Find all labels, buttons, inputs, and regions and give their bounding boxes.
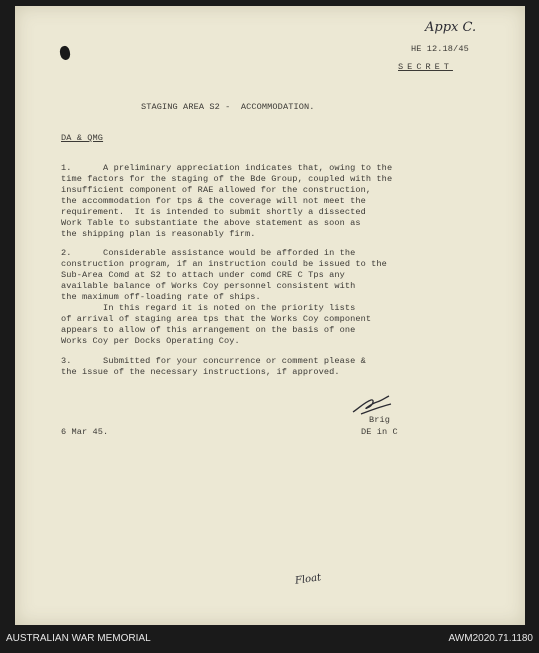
document-title: STAGING AREA S2 - ACCOMMODATION.: [141, 102, 315, 112]
addressee: DA & QMG: [61, 133, 104, 143]
float-annotation: Float: [294, 572, 322, 587]
document-page: [15, 6, 525, 625]
appendix-annotation: Appx C.: [425, 20, 477, 35]
classification-label: SECRET: [398, 62, 453, 72]
archive-name: AUSTRALIAN WAR MEMORIAL: [6, 633, 151, 644]
archive-reference: AWM2020.71.1180: [448, 633, 533, 644]
signature-appointment: DE in C: [361, 427, 398, 437]
paragraph-1: 1. A preliminary appreciation indicates that, owing to the time factors for the staging of the Bde Group, coupled with the insufficient component of RAE allowed for the construction, the accommodation for tps & the coverage will not meet the requirement. It is intended to submit shortly a dissected Work Table to substantiate the above statement as soon as the shipping plan is reasonably firm.: [61, 163, 393, 239]
reference-number: HE 12.18/45: [411, 44, 469, 54]
paragraph-2: 2. Considerable assistance would be afforded in the construction program, if an instruction could be issued to the Sub-Area Comd at S2 to attach under comd CRE C Tps any available balance of Works Coy personnel consistent with the maximum off-loading rate of ships. In this regard it is noted on the priority lists of arrival of staging area tps that the Works Coy component appears to allow of this arrangement on the basis of one Works Coy per Docks Operating Coy.: [61, 248, 387, 346]
paragraph-3: 3. Submitted for your concurrence or comment please & the issue of the necessary instructions, if approved.: [61, 356, 366, 377]
signature-rank: Brig: [369, 415, 391, 425]
archive-footer: [0, 625, 539, 653]
punch-hole: [58, 45, 71, 61]
document-date: 6 Mar 45.: [61, 427, 109, 437]
